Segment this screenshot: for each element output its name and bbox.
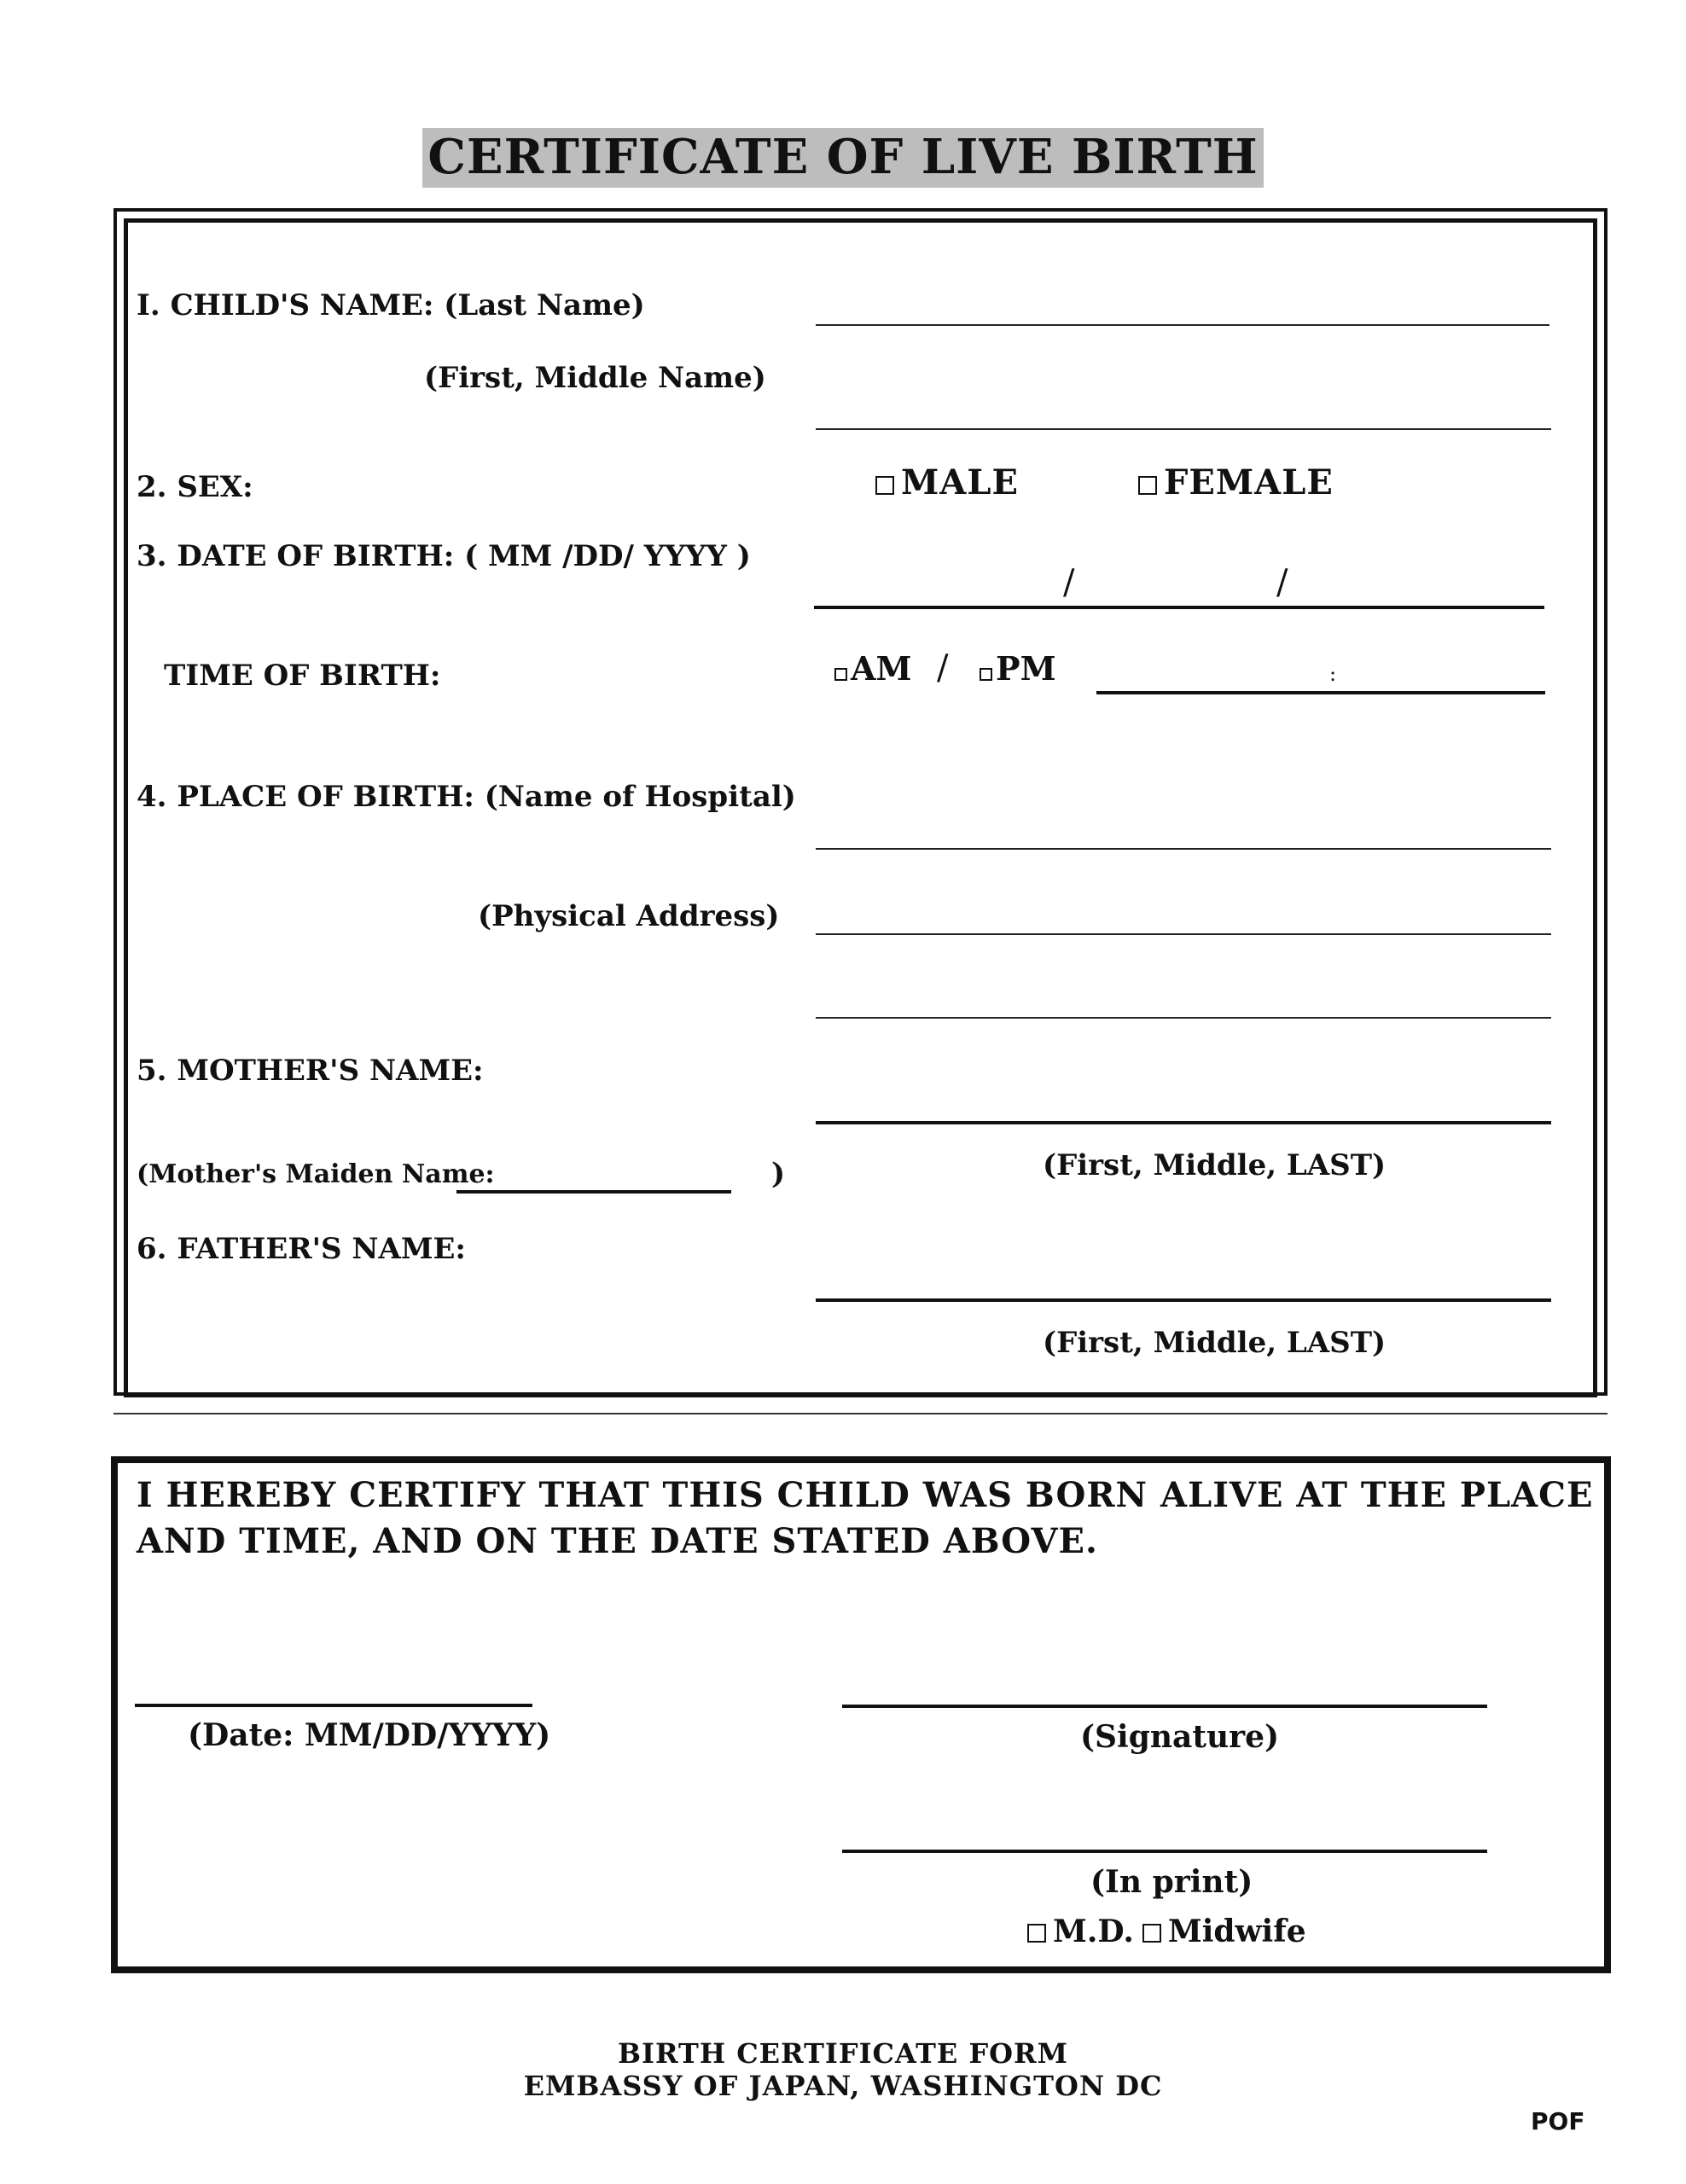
midwife-checkbox[interactable] bbox=[1142, 1924, 1161, 1943]
am-pm-divider: / bbox=[937, 648, 949, 688]
time-colon: : bbox=[1329, 662, 1337, 686]
time-of-birth-line[interactable] bbox=[1096, 691, 1545, 694]
footer-line-1: BIRTH CERTIFICATE FORM bbox=[617, 2037, 1069, 2070]
pm-label: PM bbox=[996, 649, 1056, 688]
print-name-label: (In print) bbox=[1090, 1864, 1253, 1900]
dob-separator-1: / bbox=[1063, 563, 1075, 602]
time-am-option[interactable] bbox=[834, 649, 912, 688]
signature-label: (Signature) bbox=[1080, 1719, 1280, 1755]
sex-male-option[interactable] bbox=[875, 462, 1019, 502]
place-of-birth-label: 4. PLACE OF BIRTH: (Name of Hospital) bbox=[137, 780, 796, 814]
mother-maiden-close: ) bbox=[771, 1157, 786, 1191]
mother-maiden-line[interactable] bbox=[456, 1190, 731, 1194]
cert-date-line[interactable] bbox=[135, 1704, 532, 1707]
mother-maiden-label: (Mother's Maiden Name: bbox=[137, 1159, 495, 1189]
sex-female-option[interactable] bbox=[1138, 462, 1334, 502]
corner-mark: POF bbox=[1531, 2107, 1585, 2135]
sex-label: 2. SEX: bbox=[137, 470, 253, 504]
midwife-label: Midwife bbox=[1167, 1914, 1306, 1949]
section-divider bbox=[113, 1413, 1608, 1414]
signature-line[interactable] bbox=[842, 1705, 1487, 1708]
am-checkbox[interactable] bbox=[834, 668, 847, 681]
physical-address-label: (Physical Address) bbox=[478, 899, 780, 933]
document-title bbox=[0, 128, 1686, 188]
time-of-birth-label: TIME OF BIRTH: bbox=[164, 659, 441, 693]
female-checkbox[interactable] bbox=[1138, 476, 1157, 495]
md-checkbox[interactable] bbox=[1027, 1924, 1046, 1943]
title-text: CERTIFICATE OF LIVE BIRTH bbox=[422, 128, 1263, 188]
father-name-label: 6. FATHER'S NAME: bbox=[137, 1232, 466, 1266]
dob-separator-2: / bbox=[1276, 563, 1288, 602]
time-pm-option[interactable] bbox=[980, 649, 1056, 688]
cert-date-label: (Date: MM/DD/YYYY) bbox=[188, 1717, 551, 1753]
date-of-birth-label: 3. DATE OF BIRTH: ( MM /DD/ YYYY ) bbox=[137, 539, 751, 573]
mother-name-label: 5. MOTHER'S NAME: bbox=[137, 1054, 484, 1088]
hospital-name-line[interactable] bbox=[816, 848, 1551, 850]
father-name-hint: (First, Middle, LAST) bbox=[1043, 1326, 1387, 1360]
pm-checkbox[interactable] bbox=[980, 668, 992, 681]
address-line-2[interactable] bbox=[816, 1017, 1551, 1019]
footer-line-2: EMBASSY OF JAPAN, WASHINGTON DC bbox=[523, 2070, 1163, 2102]
print-name-line[interactable] bbox=[842, 1850, 1487, 1853]
male-label: MALE bbox=[901, 462, 1019, 502]
am-label: AM bbox=[851, 649, 912, 688]
female-label: FEMALE bbox=[1164, 462, 1334, 502]
md-label: M.D. bbox=[1053, 1914, 1134, 1949]
child-first-middle-label: (First, Middle Name) bbox=[424, 361, 766, 395]
father-name-line[interactable] bbox=[816, 1298, 1551, 1302]
child-name-label: I. CHILD'S NAME: (Last Name) bbox=[137, 288, 645, 322]
mother-name-hint: (First, Middle, LAST) bbox=[1043, 1148, 1387, 1182]
date-of-birth-line[interactable] bbox=[814, 606, 1544, 609]
male-checkbox[interactable] bbox=[875, 476, 894, 495]
practitioner-options bbox=[1027, 1914, 1306, 1949]
address-line-1[interactable] bbox=[816, 933, 1551, 935]
child-last-name-line[interactable] bbox=[816, 324, 1549, 326]
certification-statement: I HEREBY CERTIFY THAT THIS CHILD WAS BORN ALIVE AT THE PLACE AND TIME, AND ON THE DATE STATED ABOVE. bbox=[137, 1475, 1594, 1561]
mother-name-line[interactable] bbox=[816, 1121, 1551, 1124]
child-first-middle-line[interactable] bbox=[816, 428, 1551, 430]
